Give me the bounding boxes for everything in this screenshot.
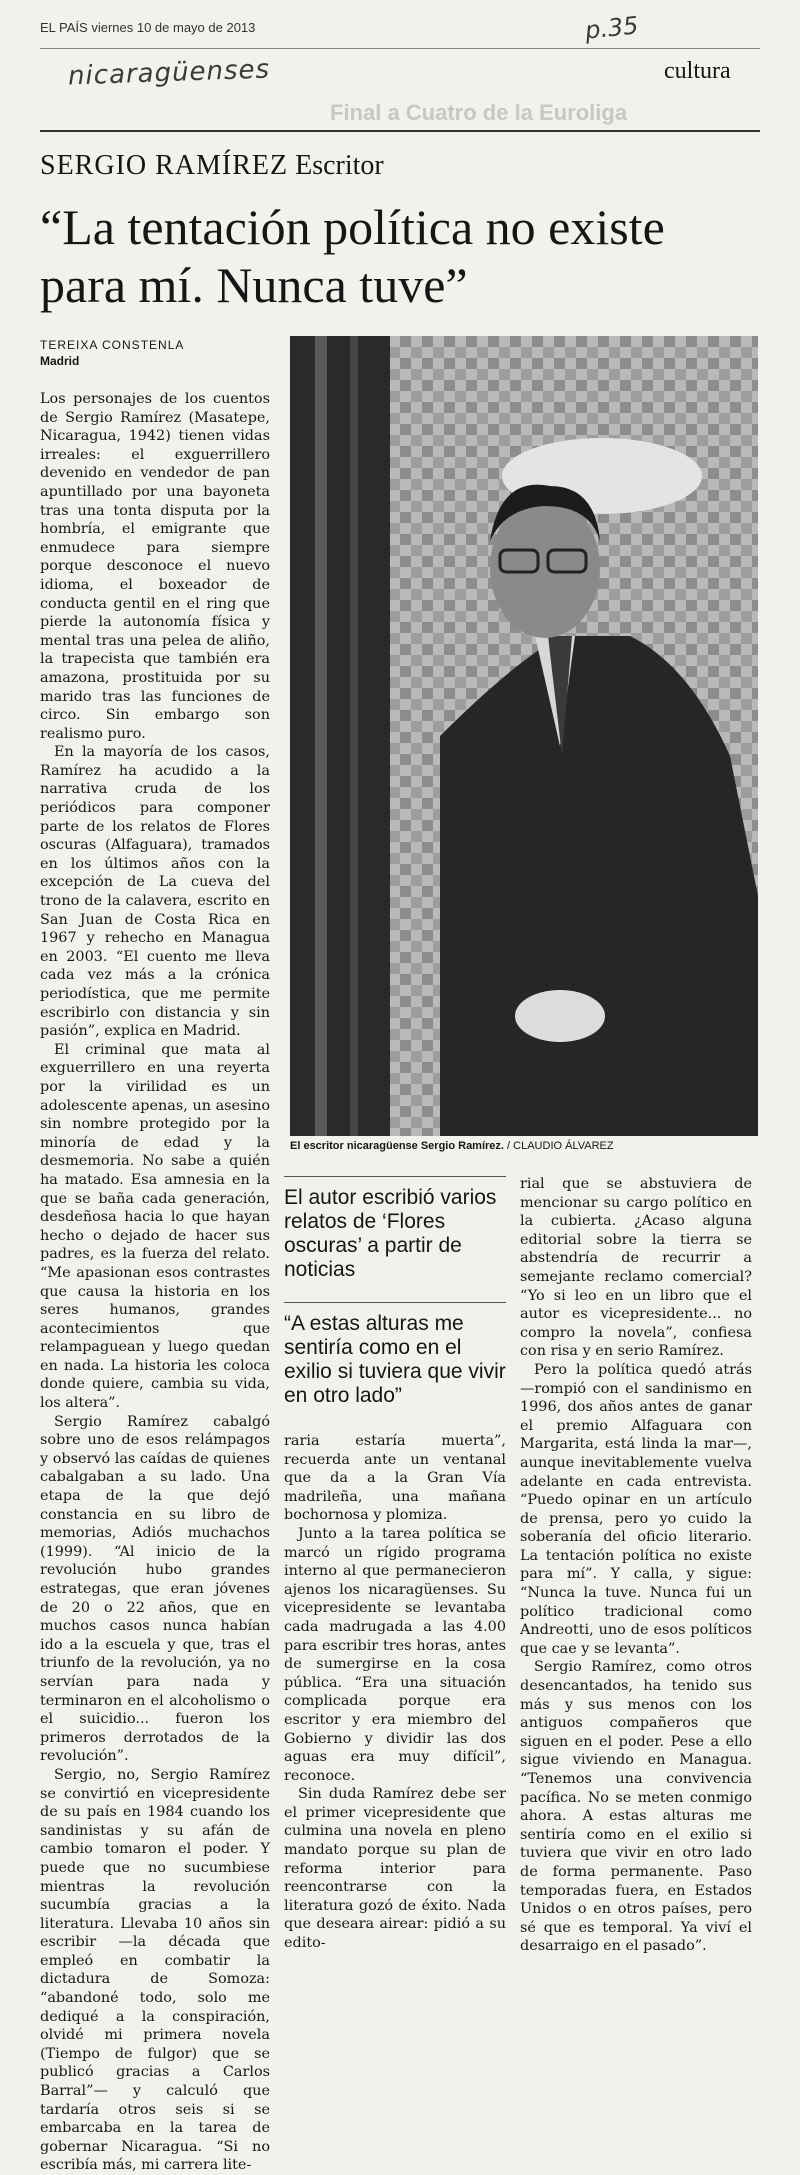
- subject-role: Escritor: [295, 150, 384, 181]
- section-rule: [40, 130, 760, 132]
- paragraph: Sergio, no, Sergio Ramírez se convirtió en vicepresidente de su país en 1984 cuando los sandinistas y su afán de cambio tomaron el poder. Y puede que no sucumbiese mientras la revolución sucumbía gracias a la literatura. Llevaba 10 años sin escribir —la década que empleó en combatir la dictadura de Somoza: “abandoné todo, solo me dediqué a la conspiración, olvidé mi primera novela (Tiempo de fulgor) que se publicó gracias a Carlos Barral”— y calculó que tardaría otros seis si se embarcaba en la tarea de gobernar Nicaragua. “Si no escribía más, mi carrera lite-: [40, 1766, 270, 2174]
- masthead: [40, 20, 255, 35]
- subject-name: SERGIO RAMÍREZ: [40, 150, 289, 181]
- handwritten-tag: nicaragüenses: [67, 54, 271, 92]
- paper-name: EL PAÍS: [40, 20, 88, 35]
- pull-quote-rule: [284, 1176, 506, 1177]
- paragraph: Sergio Ramírez cabalgó sobre uno de esos relámpagos y observó las caídas de quienes cabalgaban a su lado. Una etapa de la que dejó constancia en su libro de memorias, Adiós muchachos (1999). “Al inicio de la revolución hubo grandes estrategas, que eran jóvenes de 20 o 22 años, que en muchos casos nunca habían ido a la escuela y que, tras el triunfo de la revolución, ya no servían para nada y terminaron en el alcoholismo o el suicidio... fueron los primeros derrotados de la revolución”.: [40, 1413, 270, 1765]
- paragraph: Sergio Ramírez, como otros desencantados, ha tenido sus más y sus menos con los antiguos compañeros que siguen en el poder. Pese a ello sigue viviendo en Managua. “Tenemos una convivencia pacífica. No se meten conmigo ahora. A estas alturas me sentiría como en el exilio si tuviera que vivir en otro lado de forma permanente. Paso temporadas fuera, en Estados Unidos o en otros países, pero sé que es temporal. Ya viví el desarraigo en el pasado”.: [520, 1659, 752, 1955]
- photo-illustration: [290, 336, 758, 1136]
- pull-quote-rule: [284, 1302, 506, 1303]
- paragraph: Sin duda Ramírez debe ser el primer vicepresidente que culmina una novela en pleno mandato porque su plan de reforma interior para reencontrarse con la literatura gozó de éxito. Nada que deseara airear: pidió a su edito-: [284, 1786, 506, 1952]
- caption-text: El escritor nicaragüense Sergio Ramírez.: [290, 1140, 504, 1152]
- bleed-through-text: Final a Cuatro de la Euroliga: [330, 100, 628, 125]
- paragraph: El criminal que mata al exguerrillero en una reyerta por la virilidad es un adolescente apenas, un asesino sin nombre protegido por la minoría de edad y la desmemoria. No sabe a quién ha matado. Esa amnesia en la que se baña cada generación, desdeñosa hacia lo que hayan hecho o dejado de hacer sus padres, es la fuerza del relato. “Me apasionan esos contrastes que causa la historia en los seres humanos, grandes acontecimientos que relampaguean y luego quedan en nada. La historia les coloca donde quiere, cambia su vida, los altera”.: [40, 1041, 270, 1412]
- byline-author: TEREIXA CONSTENLA: [40, 338, 185, 352]
- top-rule: [40, 48, 760, 49]
- paragraph: Los personajes de los cuentos de Sergio Ramírez (Masatepe, Nicaragua, 1942) tienen vidas irreales: el exguerrillero devenido en vendedor de pan apuntillado por una bayoneta tras una tonta disputa por la hombría, el emigrante que enmudece para siempre porque desconoce el nuevo idioma, el boxeador de conducta gentil en el ring que pierde la autonomía física y mental tras una pelea de aliño, la trapecista que también era amazona, prostituida por su marido tras las funciones de circo. Sin embargo son realismo puro.: [40, 391, 270, 742]
- article-column-2: [284, 1432, 506, 1953]
- paragraph: Junto a la tarea política se marcó un rígido programa interno al que permanecieron ajenos los nicaragüenses. Su vicepresidente se levantaba cada madrugada a las 4.00 para escribir tres horas, antes de sumergirse en la cosa pública. “Era una situación complicada porque era escritor y era miembro del Gobierno y dividir las dos aguas era muy difícil”, reconoce.: [284, 1525, 506, 1784]
- kicker: [40, 150, 384, 182]
- paragraph: rial que se abstuviera de mencionar su cargo político en la cubierta. ¿Acaso alguna editorial sobre la tierra se abstendría de recurrir a semejante reclamo comercial? “Yo si leo en un libro que el autor es vicepresidente... no compro la novela”, confiesa con risa y en serio Ramírez.: [520, 1176, 752, 1360]
- paragraph: En la mayoría de los casos, Ramírez ha acudido a la narrativa cruda de los periódicos para componer parte de los relatos de Flores oscuras (Alfaguara), tramados en los últimos años con la excepción de La cueva del trono de la calavera, escrito en San Juan de Costa Rica en 1967 y rehecho en Managua en 2003. “El cuento me lleva cada vez más a la crónica periodística, que me permite escribirlo con distancia y sin pasión”, explica en Madrid.: [40, 744, 270, 1040]
- article-column-3: [520, 1175, 752, 1956]
- pull-quote-1: El autor escribió varios relatos de ‘Flores oscuras’ a partir de noticias: [284, 1186, 497, 1281]
- pull-quote-2: “A estas alturas me sentiría como en el exilio si tuviera que vivir en otro lado”: [284, 1312, 506, 1407]
- paragraph: Pero la política quedó atrás —rompió con el sandinismo en 1996, dos años antes de ganar el premio Alfaguara con Margarita, está linda la mar—, aunque inevitablemente vuelva adelante en cada entrevista. “Puedo opinar en un artículo de prensa, pero yo cuido la soberanía del oficio literario. La tentación política no existe para mí”. Y calla, y sigue: “Nunca la tuve. Nunca fui un político tradicional como Andreotti, uno de esos políticos que cae y se levanta”.: [520, 1361, 752, 1657]
- headline: “La tentación política no existe para mí. Nunca tuve”: [40, 199, 665, 313]
- article-column-1: [40, 390, 270, 2175]
- byline-city: Madrid: [40, 354, 80, 368]
- section-label: cultura: [664, 58, 731, 84]
- author-photo: [290, 336, 758, 1136]
- handwritten-page-number: p.35: [583, 11, 640, 45]
- photo-caption: [290, 1140, 758, 1152]
- paragraph: raria estaría muerta”, recuerda ante un ventanal que da a la Gran Vía madrileña, una mañana bochornosa y plomiza.: [284, 1433, 506, 1524]
- issue-date: viernes 10 de mayo de 2013: [91, 20, 256, 35]
- photo-credit: / CLAUDIO ÁLVAREZ: [507, 1140, 614, 1152]
